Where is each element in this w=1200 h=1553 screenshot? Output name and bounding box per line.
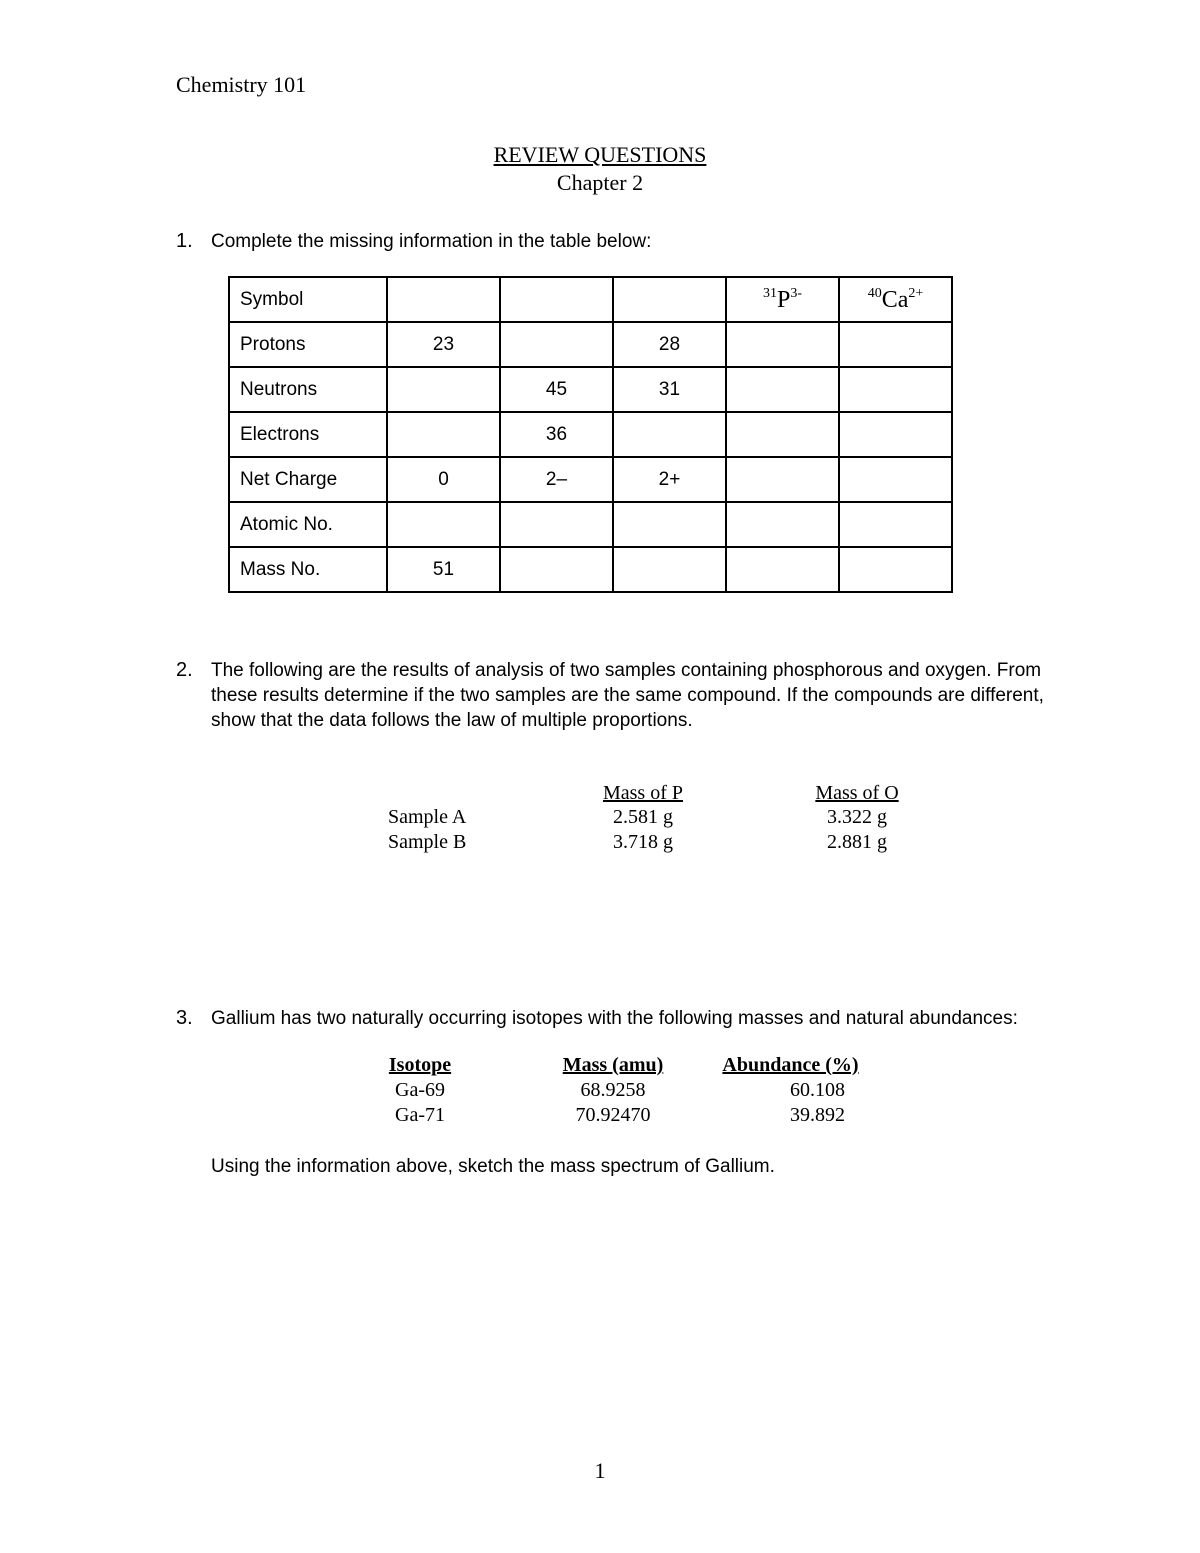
header-mass-amu: Mass (amu) — [562, 1054, 664, 1076]
table-cell: 28 — [613, 322, 726, 367]
table-cell — [726, 412, 839, 457]
table-cell — [839, 502, 952, 547]
table-row-atomic-no — [229, 502, 952, 547]
isotope-symbol-p — [726, 277, 839, 322]
table-row-electrons — [229, 412, 952, 457]
table-cell — [726, 502, 839, 547]
table-cell: 36 — [500, 412, 613, 457]
sample-a-mass-o: 3.322 g — [827, 806, 887, 828]
page-number: 1 — [594, 1458, 606, 1483]
table-cell — [613, 502, 726, 547]
sample-a-label: Sample A — [388, 806, 467, 828]
ion-charge: 3- — [790, 285, 803, 301]
row-label: Electrons — [229, 412, 387, 457]
q1-text: Complete the missing information in the table below: — [211, 231, 652, 252]
q2-text: The following are the results of analysis of two samples containing phosphorous and oxygen. From these results determine if the two samples are the same compound. If the compounds are different, show that the data follows the law of multiple proportions. — [211, 660, 1044, 731]
page-subtitle: Chapter 2 — [556, 170, 644, 195]
isotope-mass: 40 — [867, 285, 882, 301]
q2-number: 2. — [176, 659, 193, 681]
table-cell — [839, 322, 952, 367]
row-label: Protons — [229, 322, 387, 367]
table-row-net-charge — [229, 457, 952, 502]
table-cell: 51 — [387, 547, 500, 592]
ga71-mass: 70.92470 — [575, 1104, 651, 1126]
sample-b-mass-o: 2.881 g — [827, 831, 887, 853]
row-label: Symbol — [229, 277, 387, 322]
header-abundance: Abundance (%) — [722, 1054, 859, 1076]
table-cell — [726, 322, 839, 367]
table-cell: 2– — [500, 457, 613, 502]
header-mass-o: Mass of O — [815, 782, 899, 804]
table-cell — [613, 412, 726, 457]
element-symbol: P — [776, 286, 791, 313]
table-cell: 45 — [500, 367, 613, 412]
table-row-neutrons — [229, 367, 952, 412]
isotope-mass: 31 — [762, 285, 777, 301]
table-cell — [839, 457, 952, 502]
table-cell: 0 — [387, 457, 500, 502]
ga71-isotope: Ga-71 — [395, 1104, 445, 1126]
ga69-mass: 68.9258 — [580, 1079, 646, 1101]
table-cell — [726, 367, 839, 412]
table-cell — [387, 502, 500, 547]
ga69-abundance: 60.108 — [790, 1079, 845, 1101]
q3-number: 3. — [176, 1007, 193, 1029]
row-label: Net Charge — [229, 457, 387, 502]
page-title: REVIEW QUESTIONS — [493, 142, 707, 167]
q3-instruction: Using the information above, sketch the mass spectrum of Gallium. — [211, 1156, 775, 1177]
table-cell: 23 — [387, 322, 500, 367]
header-mass-p: Mass of P — [602, 782, 683, 804]
ga71-abundance: 39.892 — [790, 1104, 845, 1126]
table-cell — [387, 412, 500, 457]
table-cell — [500, 322, 613, 367]
table-cell — [500, 502, 613, 547]
table-row-protons — [229, 322, 952, 367]
isotope-table — [228, 276, 953, 593]
row-label: Neutrons — [229, 367, 387, 412]
table-cell — [387, 277, 500, 322]
table-cell — [500, 277, 613, 322]
table-cell — [726, 457, 839, 502]
sample-b-label: Sample B — [388, 831, 467, 853]
q1-number: 1. — [176, 230, 193, 252]
row-label: Mass No. — [229, 547, 387, 592]
table-row-mass-no — [229, 547, 952, 592]
table-cell — [387, 367, 500, 412]
ga69-isotope: Ga-69 — [395, 1079, 445, 1101]
sample-b-mass-p: 3.718 g — [613, 831, 673, 853]
sample-a-mass-p: 2.581 g — [613, 806, 673, 828]
header-isotope: Isotope — [388, 1054, 452, 1076]
table-cell — [726, 547, 839, 592]
table-cell — [613, 277, 726, 322]
table-row-symbol — [229, 277, 952, 322]
q3-text: Gallium has two naturally occurring isotopes with the following masses and natural abundances: — [211, 1008, 1018, 1029]
table-cell — [613, 547, 726, 592]
ion-charge: 2+ — [908, 285, 924, 301]
table-cell: 31 — [613, 367, 726, 412]
table-cell — [839, 547, 952, 592]
element-symbol: Ca — [881, 286, 909, 313]
course-header: Chemistry 101 — [176, 72, 307, 97]
table-cell — [839, 412, 952, 457]
table-cell — [839, 367, 952, 412]
row-label: Atomic No. — [229, 502, 387, 547]
table-cell — [500, 547, 613, 592]
table-cell: 2+ — [613, 457, 726, 502]
isotope-symbol-ca — [839, 277, 952, 322]
